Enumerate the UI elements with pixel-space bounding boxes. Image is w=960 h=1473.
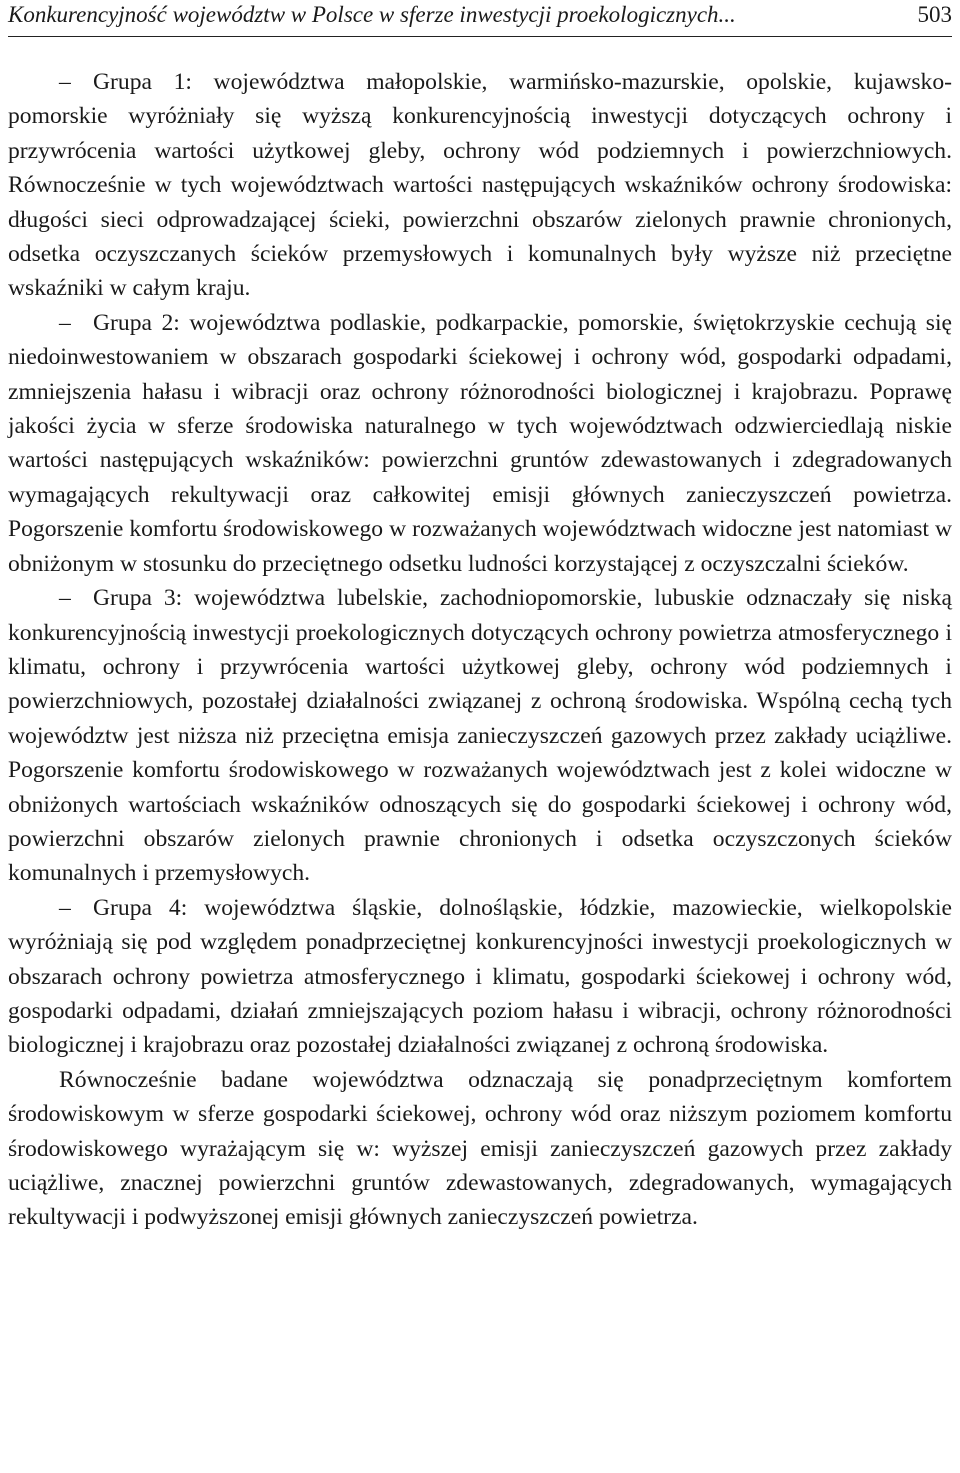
list-dash: – — [59, 585, 71, 612]
paragraph-group-1 — [8, 65, 952, 306]
list-dash: – — [59, 69, 71, 95]
document-page — [8, 0, 952, 1235]
paragraph-group-3 — [8, 581, 952, 891]
page-number: 503 — [917, 2, 952, 27]
body-text — [8, 65, 952, 1235]
paragraph-text: Grupa 2: województwa podlaskie, podkarpackie, pomorskie, świętokrzyskie cechują się niedoinwestowaniem w obszarach gospodarki ściekowej i ochrony wód, gospodarki odpadami, zmniejszenia hałasu i wibracji oraz ochrony różnorodności biologicznej i krajobrazu. Poprawę jakości życia w sferze środowiska naturalnego w tych województwach odzwierciedlają niskie wartości następujących wskaźników: powierzchni gruntów zdewastowanych i zdegradowanych wymagających rekultywacji oraz całkowitej emisji głównych zanieczyszczeń powietrza. Pogorszenie komfortu środowiskowego w rozważanych województwach widoczne jest natomiast w obniżonym w stosunku do przeciętnego odsetku ludności korzystającej z oczyszczalni ścieków. — [8, 309, 952, 577]
paragraph-text: Grupa 1: województwa małopolskie, warmińsko-mazurskie, opolskie, kujawsko-pomorskie wyróżniały się wyższą konkurencyjnością inwestycji dotyczących ochrony i przywrócenia wartości użytkowej gleby, ochrony wód podziemnych i powierzchniowych. Równocześnie w tych województwach wartości następujących wskaźników ochrony środowiska: długości sieci odprowadzającej ścieki, powierzchni obszarów zielonych prawnie chronionych, odsetka oczyszczanych ścieków przemysłowych i komunalnych były wyższe niż przeciętne wskaźniki w całym kraju. — [8, 69, 952, 302]
paragraph-group-4 — [8, 891, 952, 1063]
paragraph-text: Grupa 4: województwa śląskie, dolnośląskie, łódzkie, mazowieckie, wielkopolskie wyróżniają się pod względem ponadprzeciętnej konkurencyjności inwestycji proekologicznych w obszarach ochrony powietrza atmosferycznego i klimatu, gospodarki ściekowej i ochrony wód, gospodarki odpadami, działań zmniejszających poziom hałasu i wibracji, ochrony różnorodności biologicznej i krajobrazu oraz pozostałej działalności związanej z ochroną środowiska. — [8, 894, 952, 1059]
paragraph-text: Równocześnie badane województwa odznaczają się ponadprzeciętnym komfortem środowiskowym w sferze gospodarki ściekowej, ochrony wód oraz niższym poziomem komfortu środowiskowego wyrażającym się w: wyższej emisji zanieczyszczeń gazowych przez zakłady uciążliwe, znacznej powierzchni gruntów zdewastowanych, zdegradowanych, wymagających rekultywacji i podwyższonej emisji głównych zanieczyszczeń powietrza. — [8, 1066, 952, 1231]
list-dash: – — [59, 894, 71, 921]
running-title: Konkurencyjność województw w Polsce w sferze inwestycji proekologicznych... — [8, 2, 736, 27]
paragraph-text: Grupa 3: województwa lubelskie, zachodniopomorskie, lubuskie odznaczały się niską konkurencyjnością inwestycji proekologicznych dotyczących ochrony powietrza atmosferycznego i klimatu, ochrony i przywrócenia wartości użytkowej gleby, ochrony wód podziemnych i powierzchniowych, pozostałej działalności związanej z ochroną środowiska. Wspólną cechą tych województw jest niższa niż przeciętna emisja zanieczyszczeń gazowych przez zakłady uciążliwe. Pogorszenie komfortu środowiskowego w rozważanych województwach jest z kolei widoczne w obniżonych wartościach wskaźników odnoszących się do gospodarki ściekowej i ochrony wód, powierzchni obszarów zielonych prawnie chronionych i odsetka oczyszczonych ścieków komunalnych i przemysłowych. — [8, 585, 952, 887]
paragraph-summary — [8, 1063, 952, 1235]
running-header — [8, 0, 952, 37]
list-dash: – — [59, 309, 71, 336]
paragraph-group-2 — [8, 306, 952, 581]
